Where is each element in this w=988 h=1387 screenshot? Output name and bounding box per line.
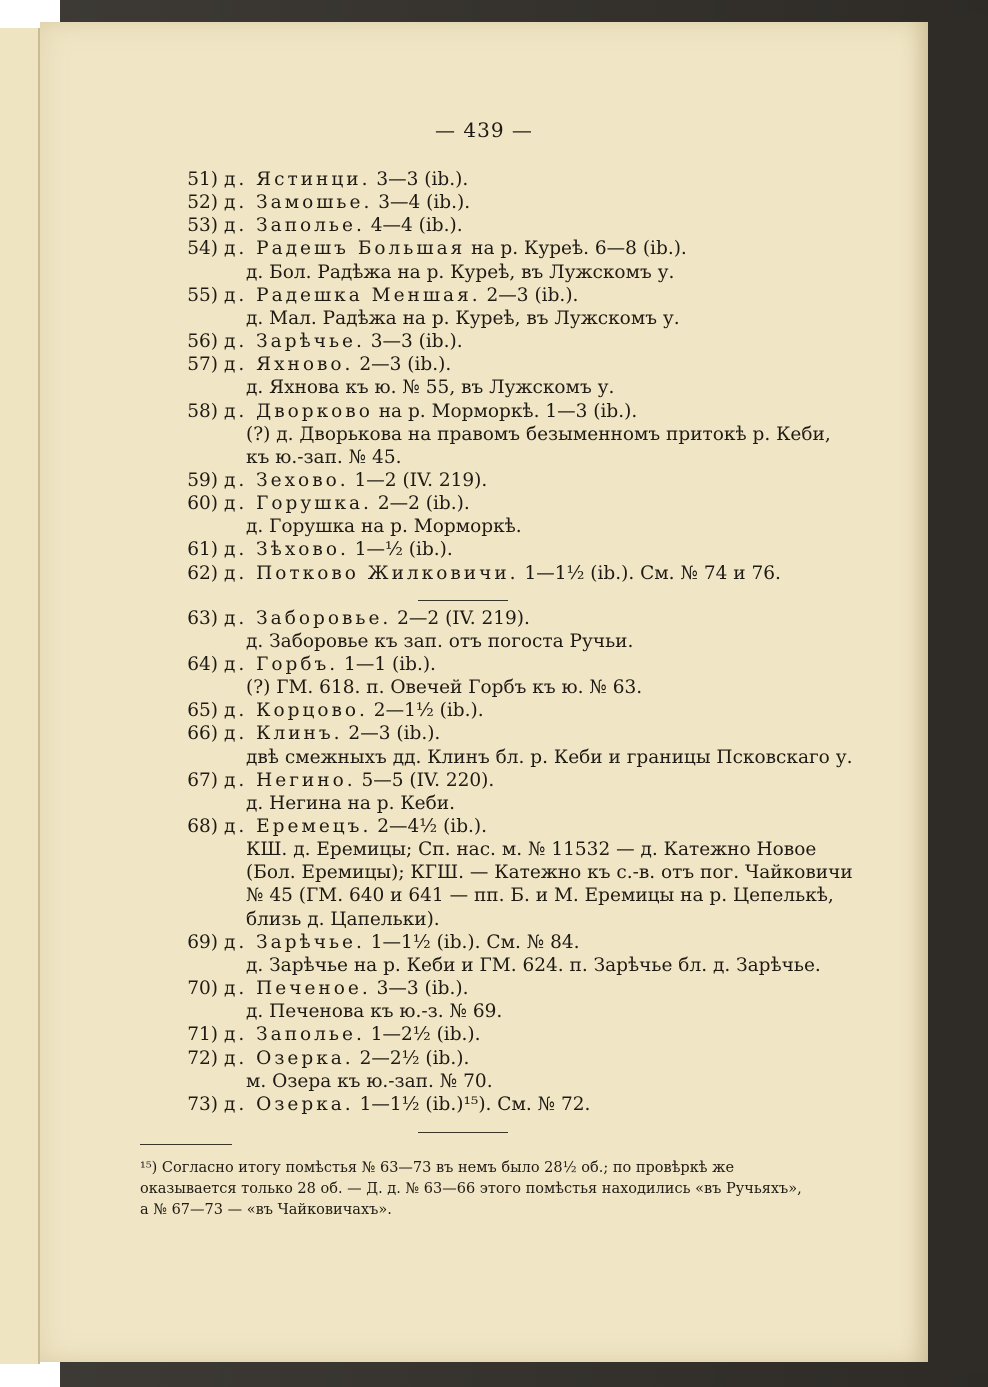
- entry-note-text: къ ю.-зап. № 45.: [246, 446, 402, 468]
- entry-heading: д. Еремецъ.: [224, 816, 372, 838]
- entry-number: 65): [187, 700, 218, 722]
- entry-text: [224, 353, 451, 376]
- entry-details: 1—2½ (ib.).: [364, 1024, 481, 1046]
- entry-heading: д. Ястинци.: [224, 169, 371, 190]
- entry-text: [224, 977, 468, 1000]
- entry-details: 2—2½ (ib.).: [353, 1047, 470, 1069]
- entry-note-text: д. Мал. Радѣжа на р. Куреѣ, въ Лужскомъ у.: [246, 307, 680, 329]
- entry-text: [224, 699, 484, 722]
- entry-note-text: д. Заборовье къ зап. отъ погоста Ручьи.: [246, 630, 634, 652]
- entry-note-text: двѣ смежныхъ дд. Клинъ бл. р. Кеби и границы Псковскаго у.: [246, 746, 853, 768]
- entry-number: 70): [187, 978, 218, 1000]
- entry-note-text: близь д. Цапельки).: [246, 908, 440, 930]
- entry-text: [224, 1093, 590, 1116]
- entry-text: [224, 815, 487, 838]
- entry-text: [224, 492, 470, 515]
- entry-details: 2—3 (ib.).: [480, 284, 579, 306]
- entry-text: [224, 469, 487, 492]
- entry-text: [224, 769, 494, 792]
- entry-note-text: (?) д. Дворькова на правомъ безыменномъ притокѣ р. Кеби,: [246, 423, 831, 445]
- entry-heading: д. Клинъ.: [224, 723, 343, 745]
- footnote: [140, 1158, 830, 1221]
- entry-text: [224, 284, 578, 307]
- entry-details: 2—3 (ib.).: [342, 723, 441, 745]
- entry-note-text: м. Озера къ ю.-зап. № 70.: [246, 1070, 493, 1092]
- entry-note-text: д. Бол. Радѣжа на р. Куреѣ, въ Лужскомъ у.: [246, 261, 675, 283]
- entry-text: [224, 538, 453, 561]
- entry-details: 1—1½ (ib.). См. № 74 и 76.: [518, 562, 781, 584]
- entry-details: 1—2 (IV. 219).: [348, 469, 488, 491]
- entry-heading: д. Озерка.: [224, 1047, 354, 1069]
- entry-details: 5—5 (IV. 220).: [355, 769, 495, 791]
- entry-details: 2—3 (ib.).: [353, 354, 452, 376]
- entry-number: 66): [187, 723, 218, 745]
- page-number: — 439 —: [435, 118, 533, 142]
- footnote-line: оказывается только 28 об. — Д. д. № 63—66 этого помѣстья находились «въ Ручьяхъ»,: [140, 1181, 802, 1197]
- entry-heading: д. Горбъ.: [224, 653, 339, 675]
- entry-details: 1—1½ (ib.). См. № 84.: [364, 931, 580, 953]
- entry-text: [224, 562, 781, 585]
- book-page: [40, 22, 928, 1362]
- entry-number: 56): [187, 331, 218, 353]
- entry-note-text: (Бол. Еремицы); КГШ. — Катежно къ с.-в. отъ пог. Чайковичи: [246, 862, 853, 884]
- entry-number: 55): [187, 284, 218, 306]
- entry-number: 62): [187, 562, 218, 584]
- entry-number: 53): [187, 215, 218, 237]
- entry-heading: д. Радешка Меншая.: [224, 284, 481, 306]
- entry-details: 4—4 (ib.).: [364, 215, 463, 237]
- entry-number: 59): [187, 469, 218, 491]
- entry-details: 1—½ (ib.).: [348, 539, 453, 561]
- entry-details: 2—1½ (ib.).: [367, 700, 484, 722]
- entry-details: 3—3 (ib.).: [364, 331, 463, 353]
- entry-note-text: д. Зарѣчье на р. Кеби и ГМ. 624. п. Зарѣчье бл. д. Зарѣчье.: [246, 954, 821, 976]
- entry-number: 57): [187, 354, 218, 376]
- entry-heading: д. Печеное.: [224, 978, 371, 1000]
- footnote-line: ¹⁵) Согласно итогу помѣстья № 63—73 въ немъ было 28½ об.; по провѣркѣ же: [140, 1160, 735, 1176]
- entry-details: на р. Куреѣ. 6—8 (ib.).: [465, 238, 687, 260]
- entry-heading: д. Заполье.: [224, 215, 365, 237]
- entry-number: 67): [187, 769, 218, 791]
- entry-details: 2—2 (IV. 219).: [391, 607, 530, 629]
- entry-details: 1—1½ (ib.)¹⁵). См. № 72.: [353, 1093, 591, 1115]
- entry-text: [224, 722, 440, 745]
- entry-details: 3—3 (ib.).: [370, 978, 469, 1000]
- entry-heading: д. Негино.: [224, 769, 356, 791]
- entry-text: [224, 214, 463, 237]
- entry-heading: д. Потково Жилковичи.: [224, 562, 519, 584]
- entry-number: 61): [187, 539, 218, 561]
- entry-text: [224, 330, 463, 353]
- entry-heading: д. Радешъ Большая: [224, 238, 466, 260]
- entry-number: 69): [187, 931, 218, 953]
- entry-text: [224, 237, 687, 260]
- entry-heading: д. Озерка.: [224, 1093, 354, 1115]
- entry-heading: д. Яхново.: [224, 354, 354, 376]
- footnote-line: а № 67—73 — «въ Чайковичахъ».: [140, 1202, 392, 1218]
- entry-heading: д. Зѣхово.: [224, 539, 349, 561]
- entry-note-text: д. Печенова къ ю.-з. № 69.: [246, 1001, 503, 1023]
- entry-number: 54): [187, 238, 218, 260]
- entry-text: [224, 653, 436, 676]
- end-divider: [418, 1132, 508, 1133]
- entry-note-text: д. Негина на р. Кеби.: [246, 792, 455, 814]
- entry-number: 52): [187, 192, 218, 214]
- entry-text: [224, 931, 580, 954]
- entry-number: 64): [187, 653, 218, 675]
- entry-details: 2—2 (ib.).: [371, 493, 470, 515]
- entry-details: 1—1 (ib.).: [338, 653, 436, 675]
- entry-heading: д. Заборовье.: [224, 607, 392, 629]
- entry-details: 2—4½ (ib.).: [371, 816, 488, 838]
- entry-heading: д. Заполье.: [224, 1024, 365, 1046]
- entry-heading: д. Дворково: [224, 400, 373, 422]
- entry-text: [224, 607, 530, 630]
- entry-text: [224, 1023, 481, 1046]
- entry-note-text: № 45 (ГМ. 640 и 641 — пп. Б. и М. Еремицы на р. Цепелькѣ,: [246, 885, 834, 907]
- entry-text: [224, 400, 637, 423]
- entry-details: на р. Морморкѣ. 1—3 (ib.).: [372, 400, 638, 422]
- section-divider: [418, 600, 508, 601]
- entry-note-text: КШ. д. Еремицы; Сп. нас. м. № 11532 — д. Катежно Новое: [246, 839, 817, 861]
- entry-number: 68): [187, 816, 218, 838]
- entry-text: [224, 1047, 469, 1070]
- entry-heading: д. Зарѣчье.: [224, 331, 365, 353]
- entry-text: [224, 168, 468, 191]
- entry-number: 72): [187, 1047, 218, 1069]
- entry-text: [224, 191, 470, 214]
- entry-note-text: (?) ГМ. 618. п. Овечей Горбъ къ ю. № 63.: [246, 677, 643, 699]
- entry-number: 58): [187, 400, 218, 422]
- entry-heading: д. Корцово.: [224, 700, 368, 722]
- entry-number: 73): [187, 1093, 218, 1115]
- entry-note-text: д. Яхнова къ ю. № 55, въ Лужскомъ у.: [246, 377, 615, 399]
- footnote-rule: [140, 1144, 232, 1145]
- previous-page-edge: [0, 28, 40, 1364]
- entry-heading: д. Горушка.: [224, 493, 372, 515]
- entry-number: 60): [187, 493, 218, 515]
- entry-heading: д. Замошье.: [224, 192, 373, 214]
- entry-heading: д. Зехово.: [224, 469, 349, 491]
- entry-number: 51): [187, 169, 218, 190]
- entry-number: 63): [187, 607, 218, 629]
- entry-number: 71): [187, 1024, 218, 1046]
- entry-note-text: д. Горушка на р. Морморкѣ.: [246, 516, 522, 538]
- entry-heading: д. Зарѣчье.: [224, 931, 365, 953]
- entry-details: 3—4 (ib.).: [372, 192, 471, 214]
- entry-details: 3—3 (ib.).: [370, 169, 469, 190]
